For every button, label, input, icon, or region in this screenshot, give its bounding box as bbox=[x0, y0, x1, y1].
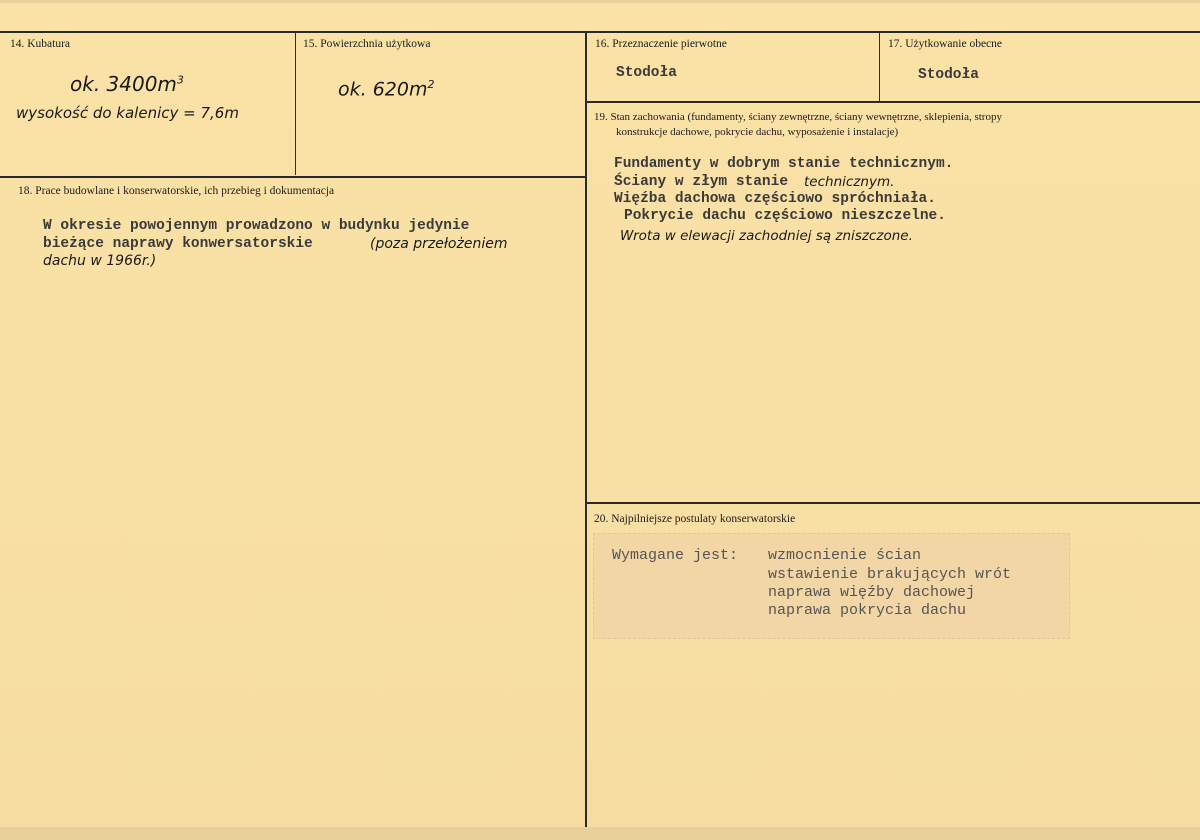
field-17-label: 17. Użytkowanie obecne bbox=[888, 38, 1003, 50]
top-border-line bbox=[0, 31, 1200, 33]
field-16-label: 16. Przeznaczenie pierwotne bbox=[595, 38, 727, 50]
row-divider-right-1 bbox=[586, 101, 1200, 103]
row-divider-right-2 bbox=[586, 502, 1200, 504]
field-19-typed-line-4: Pokrycie dachu częściowo nieszczelne. bbox=[624, 208, 946, 224]
field-19-typed-line-1: Fundamenty w dobrym stanie technicznym. bbox=[614, 156, 954, 172]
field-14-volume bbox=[70, 72, 184, 96]
field-16-value: Stodoła bbox=[616, 65, 677, 81]
field-14-volume-unit-exp: 3 bbox=[176, 73, 184, 87]
field-17-value: Stodoła bbox=[918, 67, 979, 83]
postulate-item-2: wstawienie brakujących wrót bbox=[768, 566, 1012, 583]
col-divider-main bbox=[585, 31, 587, 827]
field-18-label: 18. Prace budowlane i konserwatorskie, ich przebieg i dokumentacja bbox=[18, 185, 335, 197]
field-19-hand-line-2: technicznym. bbox=[804, 174, 895, 190]
postulate-item-4: naprawa pokrycia dachu bbox=[768, 602, 967, 619]
field-19-typed-line-2: Ściany w złym stanie bbox=[614, 174, 789, 190]
field-19-label-line-2: konstrukcje dachowe, pokrycie dachu, wyposażenie i instalacje) bbox=[616, 126, 899, 138]
field-18-typed-line-1: W okresie powojennym prowadzono w budynku jedynie bbox=[43, 218, 470, 234]
postulate-item-3: naprawa więźby dachowej bbox=[768, 584, 976, 601]
field-14-ridge-height: wysokość do kalenicy = 7,6m bbox=[16, 104, 239, 122]
field-18-hand-note-1: (poza przełożeniem bbox=[370, 236, 508, 252]
field-18-hand-note-2: dachu w 1966r.) bbox=[43, 253, 157, 269]
card-bottom-edge bbox=[0, 827, 1200, 840]
field-15-area-text: ok. 620m bbox=[338, 78, 428, 101]
field-15-area bbox=[338, 78, 434, 100]
field-19-label-line-1: 19. Stan zachowania (fundamenty, ściany zewnętrzne, ściany wewnętrzne, sklepienia, stropy bbox=[594, 111, 1002, 123]
row-divider-left bbox=[0, 176, 586, 178]
card-top-edge bbox=[0, 0, 1200, 3]
field-20-label: 20. Najpilniejsze postulaty konserwatorskie bbox=[594, 513, 796, 525]
field-19-hand-line-5: Wrota w elewacji zachodniej są zniszczone. bbox=[620, 228, 913, 244]
postulates-intro: Wymagane jest: bbox=[612, 547, 739, 564]
field-14-label: 14. Kubatura bbox=[10, 38, 71, 50]
field-18-typed-line-2: bieżące naprawy konwersatorskie bbox=[43, 236, 313, 252]
field-15-label: 15. Powierzchnia użytkowa bbox=[303, 38, 431, 50]
field-19-typed-line-3: Więźba dachowa częściowo spróchniała. bbox=[614, 191, 936, 207]
divider-16-17 bbox=[879, 31, 880, 101]
field-15-area-unit-exp: 2 bbox=[427, 78, 435, 91]
postulate-item-1: wzmocnienie ścian bbox=[768, 547, 922, 564]
field-14-volume-text: ok. 3400m bbox=[70, 72, 177, 96]
divider-14-15 bbox=[295, 31, 296, 175]
